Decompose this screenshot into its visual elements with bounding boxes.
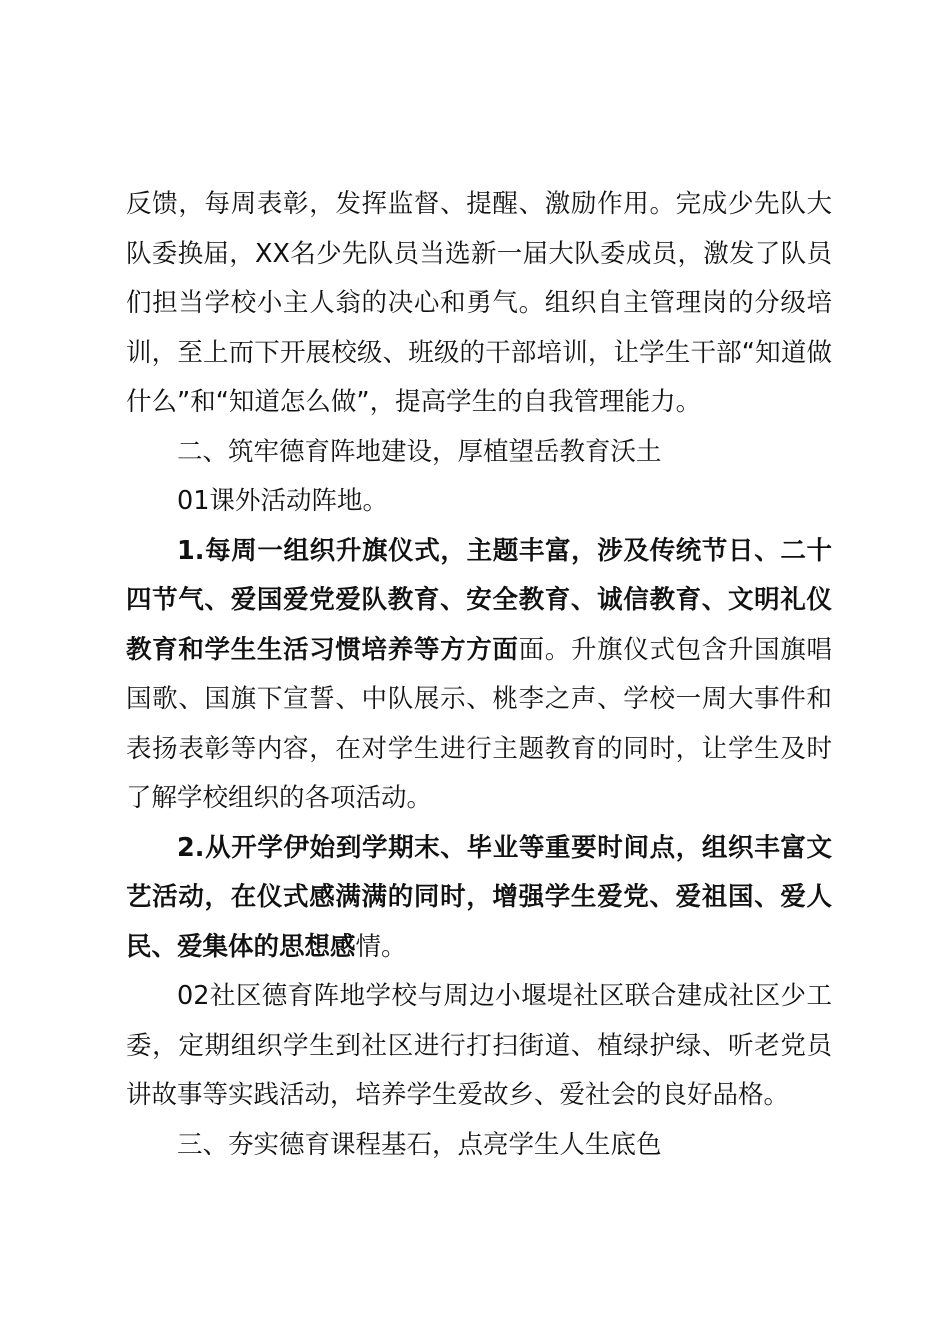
item-2-text: 情。 [355,931,407,962]
section-heading-3: 三、夯实德育课程基石，点亮学生人生底色 [177,1129,662,1160]
paragraph-item-1 [126,527,832,824]
item-1-bold-text: 1.每周一组织升旗仪式，主题丰富，涉及传统节日、二十四节气、爱国爱党爱队教育、安全教育、诚信教育、文明礼仪教育和学生生活习惯培养等方方面 [126,535,832,665]
subsection-02: 02社区德育阵地学校与周边小堰堤社区联合建成社区少工委，定期组织学生到社区进行打扫街道、植绿护绿、听老党员讲故事等实践活动，培养学生爱故乡、爱社会的良好品格。 [126,981,832,1110]
paragraph-feedback: 反馈，每周表彰，发挥监督、提醒、激励作用。完成少先队大队委换届，XX名少先队员当选新一届大队委成员，激发了队员们担当学校小主人翁的决心和勇气。组织自主管理岗的分级培训，至上而下开展校级、班级的干部培训，让学生干部“知道做什么”和“知道怎么做”，提高学生的自我管理能力。 [126,189,832,417]
item-1-text: 面。升旗仪式包含升国旗唱国歌、国旗下宣誓、中队展示、桃李之声、学校一周大事件和表扬表彰等内容，在对学生进行主题教育的同时，让学生及时了解学校组织的各项活动。 [126,634,832,813]
section-heading-2: 二、筑牢德育阵地建设，厚植望岳教育沃土 [177,436,662,467]
item-2-bold-text: 2.从开学伊始到学期末、毕业等重要时间点，组织丰富文艺活动，在仪式感满满的同时，增强学生爱党、爱祖国、爱人民、爱集体的思想感 [126,832,832,962]
document-body [126,180,832,1170]
subsection-01: 01课外活动阵地。 [177,486,388,516]
paragraph-item-2 [126,824,832,973]
